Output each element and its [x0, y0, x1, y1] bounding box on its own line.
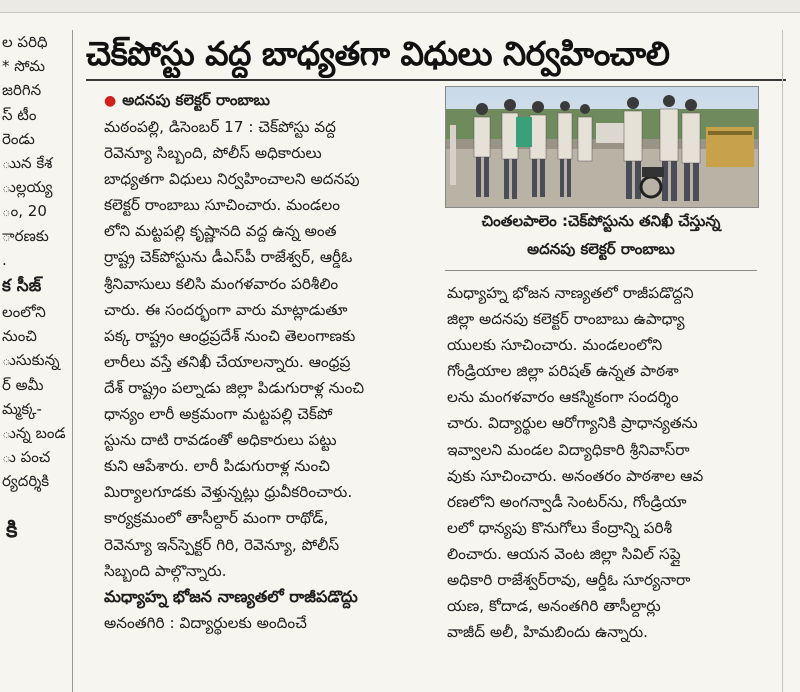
bullet-dot-icon: ●: [104, 93, 117, 109]
column-1-text-line: పక్క రాష్ట్రం ఆంధ్రప్రదేశ్ నుంచి తెలంగాణకు: [104, 326, 356, 345]
left-column-bottom-heading: కి: [6, 517, 18, 543]
column-1-text-line: శ్రీనివాసులు కలిసి మంగళవారం పరిశీలిం: [104, 274, 339, 293]
left-column-line: ు పంచ: [2, 448, 51, 467]
column-1-text-line: సిబ్బంది పాల్గొన్నారు.: [104, 561, 227, 580]
column-2-text-line: యులకు సూచించారు. మండలంలోని: [447, 336, 663, 355]
left-column-line: జరిగిన: [2, 81, 42, 100]
column-2-text-line: లించారు. ఆయన వెంట జిల్లా సివిల్ సప్లై: [447, 544, 681, 563]
column-2-text-line: మధ్యాహ్న భోజన నాణ్యతలో రాజీపడొద్దని: [447, 284, 694, 302]
column-2-text-line: వాజీద్ అలీ, హిమబిందు ఉన్నారు.: [447, 623, 648, 642]
column-2-text-line: గోండ్రియాల జిల్లా పరిషత్ ఉన్నత పాఠశా: [447, 362, 679, 381]
article-byline: [104, 88, 434, 112]
left-column-line: ం, 20: [2, 202, 47, 221]
column-1-text-line: బాధ్యతగా విధులు నిర్వహించాలని అదనపు: [104, 170, 360, 189]
left-column-line: ుల్లయ్య: [2, 178, 53, 197]
column-1-text-line: లోని మట్టపల్లి కృష్ణానది వద్ద ఉన్న అంత: [104, 222, 337, 241]
news-photo: [445, 86, 759, 208]
column-2-text-line: ఇవ్వాలని మండల విద్యాధికారి శ్రీనివాస్‌రా: [447, 440, 690, 459]
left-column-line: ారణకు: [2, 226, 49, 245]
left-column-line: రెండు: [2, 129, 35, 148]
caption-rule: [445, 270, 757, 271]
column-1-last-line: అనంతగిరి : విద్యార్థులకు అందించే: [104, 613, 307, 632]
column-1-text-line: కుని ఆపేశారు. లారీ పిడుగురాళ్ల నుంచి: [104, 457, 330, 476]
column-2-text-line: లలో ధాన్యపు కొనుగోలు కేంద్రాన్ని పరిశీ: [447, 518, 673, 537]
left-column-line: నుంచి: [2, 327, 37, 346]
column-1-subhead: మధ్యాహ్న భోజన నాణ్యతలో రాజీపడొద్దు: [104, 586, 358, 606]
previous-article-edge: [0, 0, 800, 13]
caption-line-1: చింతలపాలెం :చెక్‌పోస్టును తనిఖీ చేస్తున్న: [481, 212, 721, 230]
column-1-text-line: రెవెన్యూ ఇన్‌స్పెక్టర్ గిరి, రెవెన్యూ, పోలీస్: [104, 535, 340, 554]
column-1-text-line: రెవెన్యూ సిబ్బంది, పోలీస్ అధికారులు: [104, 144, 322, 163]
article-column-2: [447, 280, 757, 692]
left-adjacent-column: [0, 30, 73, 692]
photo-caption: [445, 207, 757, 265]
left-column-line: మ్మక్క-: [2, 399, 42, 418]
left-column-subhead: క సీజ్: [2, 276, 42, 297]
column-2-text-line: రణలోని అంగన్వాడీ సెంటర్‌ను, గోండ్రియా: [447, 492, 687, 511]
column-2-text-line: వుకు సూచించారు. అనంతరం పాఠశాల ఆవ: [447, 466, 704, 485]
photo-officials-at-checkpost: [446, 87, 758, 207]
headline-rule: [86, 79, 786, 81]
left-column-line: లంలోని: [2, 303, 46, 322]
left-column-line: ుున కేశ: [2, 154, 53, 173]
article-headline: చెక్‌పోస్టు వద్ద బాధ్యతగా విధులు నిర్వహించాలి: [86, 34, 670, 73]
column-1-text-line: మిర్యాలగూడకు వెళ్తున్నట్లు ధ్రువీకరించారు.: [104, 483, 353, 502]
caption-line-2: అదనపు కలెక్టర్ రాంబాబు: [527, 240, 675, 258]
column-1-text-line: ర్రాష్ట్ర చెక్‌పోస్టును డీఎస్‌పీ రాజేశ్వర్, ఆర్డీఓ: [104, 248, 353, 267]
column-2-text-line: జిల్లా అదనపు కలెక్టర్ రాంబాబు ఉపాధ్యా: [447, 310, 685, 329]
column-1-text-line: కలెక్టర్ రాంబాబు సూచించారు. మండలం: [104, 196, 340, 215]
column-2-text-line: లను మంగళవారం ఆకస్మికంగా సందర్శిం: [447, 388, 679, 407]
left-column-line: ర్ అమీ: [2, 375, 44, 394]
article-column-1: [104, 114, 444, 692]
left-column-line: .: [2, 250, 7, 269]
column-1-text-line: ధాన్యం లారీ అక్రమంగా మట్టపల్లి చెక్‌పో: [104, 405, 333, 424]
column-2-text-line: అధికారి రాజేశ్వర్‌రావు, ఆర్డీఓ సూర్యనారా: [447, 571, 691, 590]
left-column-line: ున్న బండ: [2, 424, 66, 443]
column-1-text-line: స్టును దాటి రావడంతో అధికారులు పట్టు: [104, 431, 337, 450]
column-1-text-line: చారు. ఈ సందర్భంగా వారు మాట్లాడుతూ: [104, 300, 348, 319]
left-column-line: * సోమ: [2, 57, 45, 76]
left-column-line: ర్యదర్శికి: [2, 472, 50, 491]
right-edge-rule: [782, 30, 783, 692]
left-column-line: స్ టీం: [2, 105, 37, 124]
left-column-line: ుసుకున్న: [2, 351, 60, 370]
left-column-line: ల పరిధి: [2, 33, 48, 51]
column-2-text-line: చారు. విద్యార్థుల ఆరోగ్యానికి ప్రాధాన్యతను: [447, 414, 698, 433]
column-1-text-line: దేశ్ రాష్ట్రం పల్నాడు జిల్లా పిడుగురాళ్ల నుంచి: [104, 378, 365, 397]
byline-text: అదనపు కలెక్టర్ రాంబాబు: [122, 91, 270, 109]
column-1-text-line: మఠంపల్లి, డిసెంబర్ 17 : చెక్‌పోస్టు వద్ద: [104, 118, 336, 136]
column-1-text-line: కార్యక్రమంలో తాసీల్దార్ మంగా రాథోడ్,: [104, 509, 329, 528]
column-2-text-line: యణ, కోదాడ, అనంతగిరి తాసీల్దార్లు: [447, 597, 661, 616]
column-1-text-line: లారీలు వస్తే తనిఖీ చేయాలన్నారు. ఆంధ్రప్ర: [104, 352, 351, 371]
